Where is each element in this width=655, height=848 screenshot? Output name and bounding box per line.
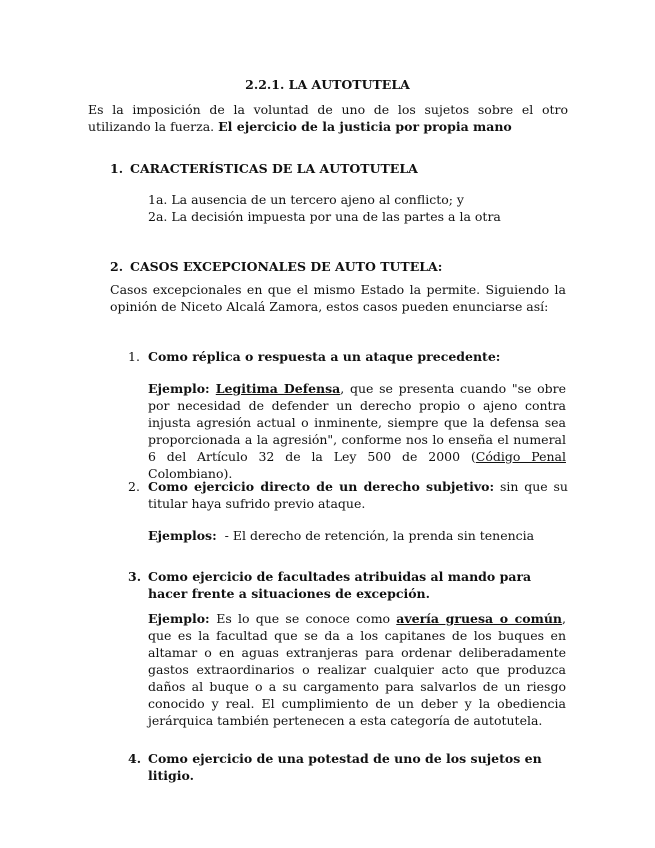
legitima-defensa-link[interactable]: Legitima Defensa — [215, 381, 341, 396]
section1-heading — [110, 160, 418, 177]
case-heading: Como ejercicio de una potestad de uno de los sujetos en litigio. — [148, 751, 542, 783]
case-number: 2. — [128, 479, 140, 494]
section2-number: 2. — [110, 259, 124, 274]
intro-paragraph — [88, 101, 568, 135]
example-pre: Es lo que se conoce como — [216, 611, 397, 626]
case-item-4 — [128, 750, 568, 784]
codigo-penal-link[interactable]: Código Penal — [475, 449, 566, 464]
case-item-3 — [128, 568, 568, 602]
intro-bold-text: El ejercicio de la justicia por propia mano — [218, 119, 512, 134]
section1-heading-text: CARACTERÍSTICAS DE LA AUTOTUTELA — [130, 161, 418, 176]
case-number: 3. — [128, 569, 142, 584]
example-label: Ejemplos: — [148, 528, 217, 543]
case3-example — [148, 610, 566, 729]
section2-intro: Casos excepcionales en que el mismo Estado la permite. Siguiendo la opinión de Niceto Alcalá Zamora, estos casos pueden enunciarse así: — [110, 282, 566, 314]
case-item-2 — [128, 478, 568, 512]
case-number: 4. — [128, 751, 142, 766]
section1-item: 1a. La ausencia de un tercero ajeno al conflicto; y — [148, 192, 464, 207]
case-heading: Como ejercicio directo de un derecho subjetivo: — [148, 479, 495, 494]
section2-heading-text: CASOS EXCEPCIONALES DE AUTO TUTELA: — [130, 259, 443, 274]
example-end: Colombiano). — [148, 466, 233, 481]
example-text: , que se presenta cuando "se obre por necesidad de defender un derecho propio o ajeno contra injusta agresión actual o inminente, siempre que la defensa sea proporcionada a la agresión", conforme nos lo enseña el numeral 6 del Artículo 32 de la Ley 500 de 2000 ( — [148, 381, 566, 464]
intro-text: Es la imposición de la voluntad de uno de los sujetos sobre el otro utilizando la fuerza. — [88, 102, 568, 134]
example-text: , que es la facultad que se da a los capitanes de los buques en altamar o en aguas extranjeras para ordenar deliberadamente gastos extraordinarios o realizar cualquier acto que produzca daños al buque o a su cargamento para salvarlos de un riesgo conocido y real. El cumplimiento de un deber y la obediencia jerárquica también pertenecen a esta categoría de autotutela. — [148, 611, 566, 728]
case-heading-rest: sin que su titular haya sufrido previo ataque. — [148, 479, 568, 511]
case-item-1 — [128, 348, 568, 365]
example-label: Ejemplo: — [148, 381, 216, 396]
case-heading: Como ejercicio de facultades atribuidas al mando para hacer frente a situaciones de excepción. — [148, 569, 532, 601]
example-text: - El derecho de retención, la prenda sin tenencia — [216, 528, 535, 543]
section1-item: 2a. La decisión impuesta por una de las partes a la otra — [148, 209, 501, 224]
page-title: 2.2.1. LA AUTOTUTELA — [245, 77, 410, 92]
section2-heading — [110, 258, 442, 275]
averia-gruesa-link[interactable]: avería gruesa o común — [396, 611, 562, 626]
example-label: Ejemplo: — [148, 611, 217, 626]
section1-number: 1. — [110, 161, 124, 176]
case-number: 1. — [128, 349, 140, 364]
case-heading: Como réplica o respuesta a un ataque precedente: — [148, 349, 501, 364]
case2-example — [148, 527, 566, 544]
case1-example — [148, 380, 566, 482]
